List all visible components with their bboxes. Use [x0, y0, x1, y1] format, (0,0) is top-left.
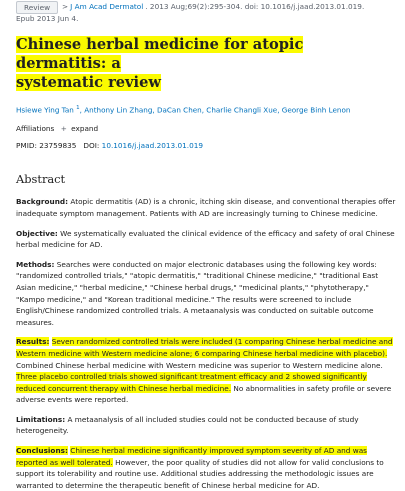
conclusions-paragraph	[16, 445, 397, 491]
title-line-1: Chinese herbal medicine for atopic dermatitis: a	[16, 36, 304, 72]
methods-text: Searches were conducted on major electronic databases using the following key words: "randomized controlled trials," "atopic dermatitis," "traditional Chinese medicine," "traditional East Asian medicine," "herbal medicine," "Chinese herbal drugs," "medicinal plants," "phytotherapy," "Kampo medicine," and "Korean traditional medicine." The results were screened to include English/Chinese randomized controlled trials. A metaanalysis was conducted on suitable outcome measures.	[16, 259, 379, 327]
plus-icon[interactable]: +	[60, 124, 67, 134]
chevron-right-icon: >	[62, 2, 69, 11]
affiliations-label: Affiliations	[16, 124, 55, 134]
methods-label: Methods:	[16, 259, 55, 269]
results-text-end: No abnormalities in safety profile or severe adverse events were reported.	[16, 383, 392, 405]
doi-link[interactable]: 10.1016/j.jaad.2013.01.019	[101, 141, 203, 151]
conclusions-label: Conclusions:	[16, 446, 68, 456]
conclusions-text: However, the poor quality of studies did not allow for valid conclusions to support its tolerability and routine use. Additional studies addressing the methodologic issues are warranted to determine the therapeutic benefit of Chinese herbal medicine for AD.	[16, 457, 384, 490]
authors-list	[16, 103, 397, 115]
journal-link[interactable]: J Am Acad Dermatol	[70, 2, 144, 11]
author-link[interactable]: Hsiewe Ying Tan	[16, 105, 74, 115]
affiliation-superscript[interactable]: 1	[76, 105, 80, 111]
title-line-2: systematic review	[16, 74, 161, 91]
methods-paragraph	[16, 259, 397, 329]
article-title	[16, 35, 397, 92]
limitations-paragraph	[16, 414, 397, 437]
conclusions-highlight: Chinese herbal medicine significantly improved symptom severity of AD and was reported as well tolerated.	[16, 446, 367, 467]
citation-row	[16, 0, 397, 14]
results-label: Results:	[16, 337, 50, 347]
epub-date: Epub 2013 Jun 4.	[16, 14, 79, 23]
limitations-text: A metaanalysis of all included studies could not be conducted because of study heterogeneity.	[16, 414, 359, 436]
background-paragraph	[16, 196, 397, 219]
identifiers-row	[16, 140, 397, 151]
results-paragraph	[16, 336, 397, 406]
citation-details: . 2013 Aug;69(2):295-304. doi: 10.1016/j.jaad.2013.01.019.	[145, 2, 365, 11]
background-label: Background:	[16, 197, 69, 207]
results-highlight-2: Three placebo controlled trials showed significant treatment efficacy and 2 showed significantly reduced concurrent therapy with Chinese herbal medicine.	[16, 372, 367, 393]
affiliations-expand-toggle[interactable]: expand	[71, 124, 99, 134]
results-highlight-1: Seven randomized controlled trials were included (1 comparing Chinese herbal medicine and Western medicine with Western medicine alone; 6 comparing Chinese herbal medicine with placebo).	[16, 337, 393, 358]
background-text: Atopic dermatitis (AD) is a chronic, itching skin disease, and conventional therapies offer inadequate symptom management. Patients with AD are increasingly turning to Chinese medicine.	[16, 197, 396, 218]
objective-text: We systematically evaluated the clinical evidence of the efficacy and safety of oral Chinese herbal medicine for AD.	[16, 228, 395, 250]
limitations-label: Limitations:	[16, 414, 66, 424]
author-links-rest[interactable]: , Anthony Lin Zhang, DaCan Chen, Charlie Changli Xue, George Binh Lenon	[79, 105, 351, 115]
affiliations-row	[16, 123, 397, 134]
results-text-mid: Combined Chinese herbal medicine with Western medicine was superior to Western medicine alone.	[16, 360, 383, 370]
citation-block	[16, 0, 397, 24]
pmid: PMID: 23759835	[16, 141, 77, 151]
objective-paragraph	[16, 228, 397, 251]
review-button[interactable]: Review	[16, 1, 58, 14]
objective-label: Objective:	[16, 228, 58, 238]
abstract-heading: Abstract	[16, 172, 66, 187]
doi-label: DOI:	[83, 141, 100, 151]
